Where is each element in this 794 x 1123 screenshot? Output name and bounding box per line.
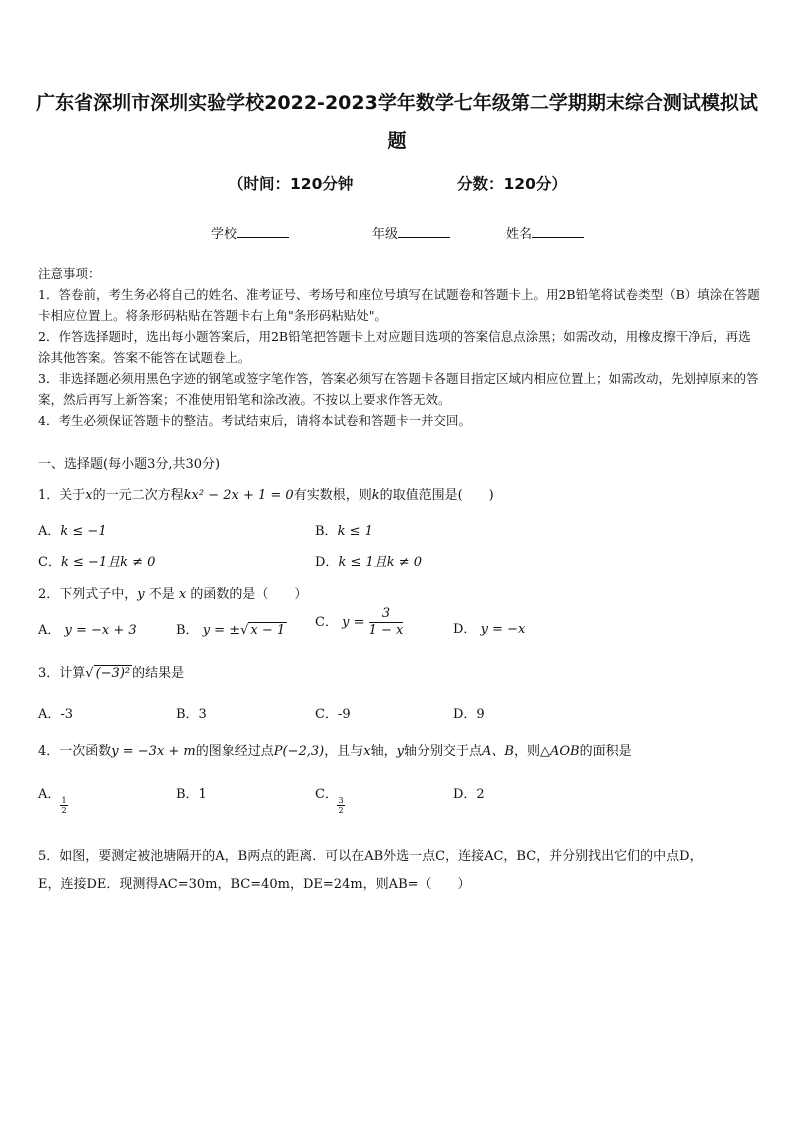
option-label: C． (38, 555, 61, 570)
sqrt-icon: √ (240, 623, 249, 638)
option-label: D． (315, 555, 339, 570)
fraction (337, 796, 345, 815)
option-math: y = ± (202, 623, 241, 638)
option-math: y = −x (480, 622, 526, 637)
q1-text: 的取值范围是( ) (379, 488, 494, 503)
q1-equation: kx² − 2x + 1 = 0 (183, 488, 294, 503)
option-math: y = (342, 615, 365, 630)
q4-text: 的图象经过点 (195, 744, 274, 759)
option-label: A． (38, 524, 61, 539)
question-5 (38, 843, 762, 899)
q4-var-x: x (363, 744, 371, 759)
denominator: 2 (338, 806, 344, 815)
q4-option-d[interactable]: D．2 (453, 787, 485, 802)
notes-block (38, 263, 762, 431)
numerator: 1 (61, 796, 67, 805)
option-label: A． (38, 623, 61, 638)
q3-option-b[interactable]: B．3 (176, 707, 207, 722)
grade-field[interactable] (372, 223, 450, 242)
q3-option-a[interactable]: A．-3 (38, 707, 74, 722)
score-info: 分数：120分） (457, 175, 567, 193)
grade-label: 年级 (372, 227, 399, 242)
option-math: k ≤ 1且k ≠ 0 (338, 555, 423, 570)
question-2 (38, 583, 307, 602)
question-4 (38, 740, 632, 759)
option-label: C． (315, 787, 338, 802)
q4-text: ，且与 (324, 744, 364, 759)
name-field[interactable] (506, 223, 584, 242)
denominator: 1 − x (368, 623, 404, 638)
name-label: 姓名 (506, 227, 533, 242)
q1-text: 1．关于 (38, 488, 86, 503)
q1-text: 有实数根，则 (293, 488, 372, 503)
q1-text: 的一元二次方程 (92, 488, 184, 503)
option-math: k ≤ −1 (60, 524, 107, 539)
q3-text: 的结果是 (132, 666, 185, 681)
notes-heading: 注意事项： (38, 266, 101, 281)
option-label: D． (453, 622, 477, 637)
question-1 (38, 484, 494, 503)
q5-line-1: 5．如图，要测定被池塘隔开的A，B两点的距离．可以在AB外选一点C，连接AC，BC，并分别找出它们的中点D， (38, 849, 703, 864)
q2-text: 的函数的是（ ） (186, 587, 308, 602)
q4-option-b[interactable]: B．1 (176, 787, 207, 802)
q2-option-c[interactable] (315, 606, 403, 639)
q5-line-2: E，连接DE．现测得AC=30m，BC=40m，DE=24m，则AB=（ ） (38, 877, 471, 892)
q4-text: ，则 (513, 744, 540, 759)
q4-equation: y = −3x + m (111, 744, 196, 759)
question-3 (38, 662, 184, 681)
q3-option-c[interactable]: C．-9 (315, 707, 351, 722)
page-title (20, 84, 774, 160)
q2-text: 不是 (144, 587, 179, 602)
q2-text: 2．下列式子中， (38, 587, 138, 602)
numerator: 3 (338, 796, 344, 805)
option-label: C． (315, 615, 338, 630)
school-field[interactable] (211, 223, 289, 242)
note-item-1: 1．答卷前，考生务必将自己的姓名、准考证号、考场号和座位号填写在试题卷和答题卡上。用2B铅笔将试卷类型（B）填涂在答题卡相应位置上。将条形码粘贴在答题卡右上角"条形码粘贴处"。 (38, 287, 760, 323)
option-label: B． (176, 623, 199, 638)
q4-text: 4．一次函数 (38, 744, 112, 759)
q3-option-d[interactable]: D．9 (453, 707, 485, 722)
school-blank[interactable] (237, 225, 289, 238)
q4-point: P(−2,3) (273, 744, 325, 759)
q2-var-x: x (178, 587, 187, 602)
q1-option-d[interactable] (315, 551, 422, 570)
title-line-2: 题 (387, 130, 407, 152)
school-label: 学校 (211, 227, 238, 242)
q1-option-c[interactable] (38, 551, 155, 570)
option-math: k ≤ −1且k ≠ 0 (60, 555, 156, 570)
grade-blank[interactable] (398, 225, 450, 238)
q1-var-k: k (371, 488, 380, 503)
option-label: A． (38, 787, 61, 802)
q2-option-b[interactable] (176, 619, 287, 638)
note-item-4: 4．考生必须保证答题卡的整洁。考试结束后，请将本试卷和答题卡一并交回。 (38, 413, 471, 428)
q2-var-y: y (137, 587, 145, 602)
q2-option-a[interactable] (38, 619, 137, 638)
option-math: k ≤ 1 (337, 524, 373, 539)
radicand: (−3)² (95, 666, 131, 681)
q4-var-y: y (396, 744, 404, 759)
option-label: B． (315, 524, 338, 539)
q1-var-x: x (85, 488, 93, 503)
title-line-1: 广东省深圳市深圳实验学校2022-2023学年数学七年级第二学期期末综合测试模拟试 (36, 92, 758, 114)
time-info: （时间：120分钟 (228, 175, 354, 193)
fraction (60, 796, 68, 815)
note-item-3: 3．非选择题必须用黑色字迹的钢笔或签字笔作答，答案必须写在答题卡各题目指定区域内相应位置上；如需改动，先划掉原来的答案，然后再写上新答案；不准使用铅笔和涂改液。不按以上要求作答无效。 (38, 371, 759, 407)
radicand: x − 1 (250, 623, 286, 638)
denominator: 2 (61, 806, 67, 815)
numerator: 3 (369, 606, 404, 623)
name-blank[interactable] (532, 225, 584, 238)
option-math: y = −x + 3 (64, 623, 137, 638)
section-heading: 一、选择题(每小题3分,共30分) (38, 457, 221, 472)
q4-text: 的面积是 (579, 744, 632, 759)
sqrt-icon: √ (85, 666, 94, 681)
q4-option-a[interactable] (38, 783, 67, 815)
q4-triangle: △AOB (539, 744, 580, 759)
q4-points: A、B (482, 744, 514, 759)
note-item-2: 2．作答选择题时，选出每小题答案后，用2B铅笔把答题卡上对应题目选项的答案信息点涂黑；如需改动，用橡皮擦干净后，再选涂其他答案。答案不能答在试题卷上。 (38, 329, 751, 365)
q4-option-c[interactable] (315, 783, 344, 815)
q4-text: 轴分别交于点 (403, 744, 482, 759)
q4-text: 轴， (370, 744, 397, 759)
q1-option-a[interactable] (38, 520, 107, 539)
q1-option-b[interactable] (315, 520, 373, 539)
q3-text: 3．计算 (38, 666, 86, 681)
fraction (369, 606, 404, 639)
q2-option-d[interactable] (453, 618, 525, 637)
